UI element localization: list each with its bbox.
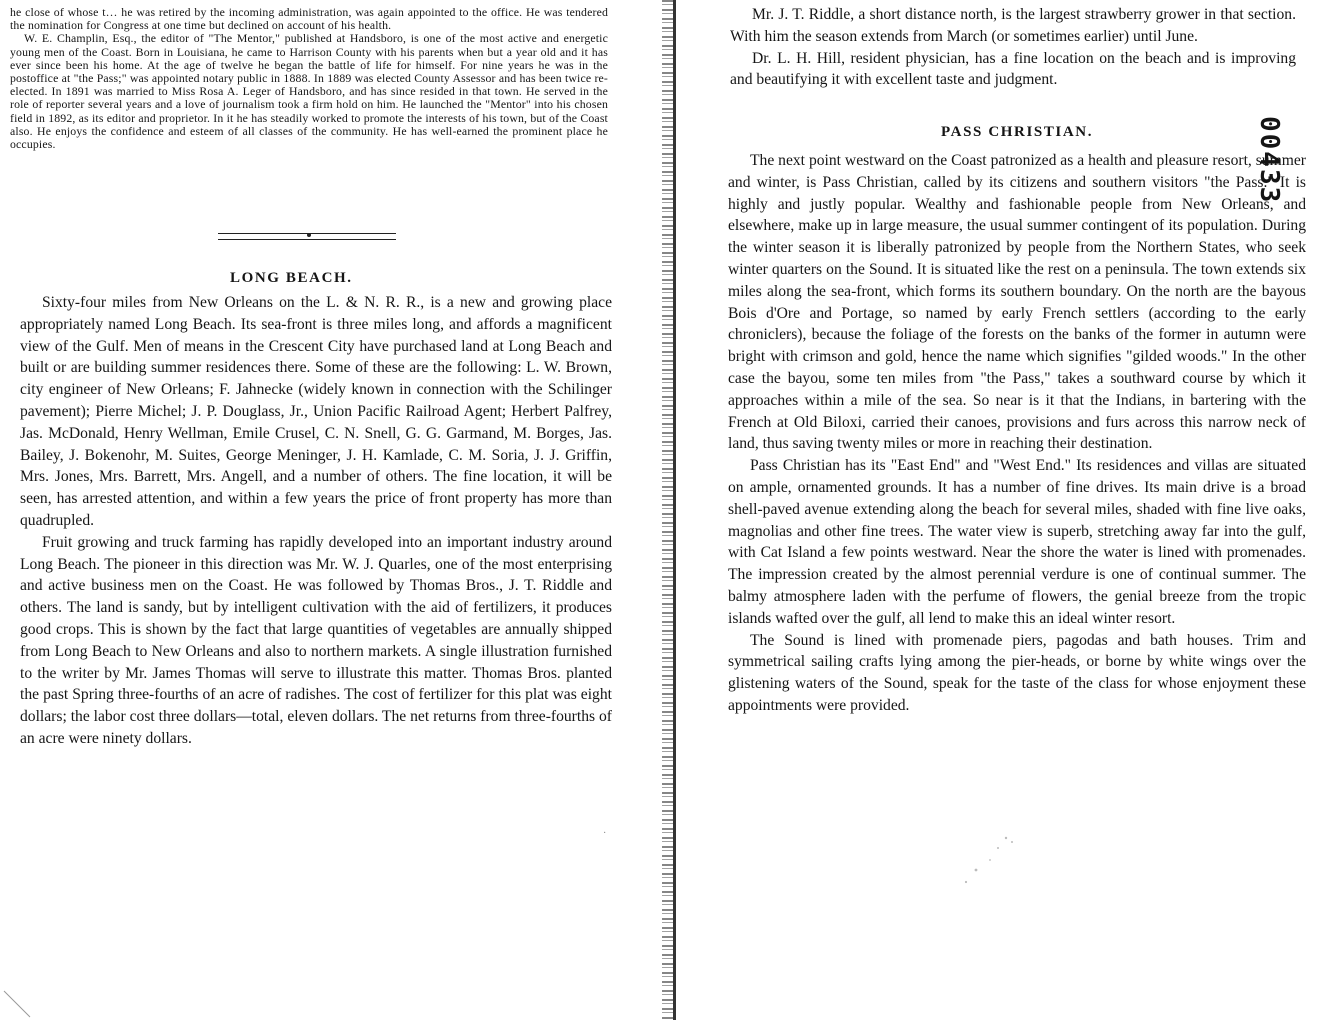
paragraph: W. E. Champlin, Esq., the editor of "The Mentor," published at Handsboro, is one of the most active and energetic young men of the Coast. Born in Louisiana, he came to Harrison County with his parents when but a year old and it has ever since been his home. At the age of twelve he began the battle of life for himself. For nine years he was in the postoffice at "the Pass;" was appointed notary public in 1888. In 1889 was elected County Assessor and has been twice re-elected. In 1891 was married to Miss Rosa A. Leger of Handsboro, and has since resided in that town. He served in the role of reporter several years and a love of journalism took a firm hold on him. He launched the "Mentor" into his chosen field in 1892, as its editor and proprietor. In it he has steadily worked to promote the interests of his town, but of the Coast also. He enjoys the confidence and esteem of all classes of the community. He has well-earned the prominent place he occupies. (10, 31, 608, 152)
paragraph: Fruit growing and truck farming has rapidly developed into an important industry around Long Beach. The pioneer in this direction was Mr. W. J. Quarles, one of the most enterprising and active business men on the Coast. He was followed by Thomas Bros., J. T. Riddle and others. The land is sandy, but by intelligent cultivation with the aid of fertilizers, it produces good crops. This is shown by the fact that large quantities of vegetables are annually shipped from Long Beach to New Orleans and also to northern markets. A single illustration furnished to the writer by Mr. James Thomas will serve to illustrate this matter. Thomas Bros. planted the past Spring three-fourths of an acre of radishes. The cost of fertilizer for this plat was eight dollars; the labor cost three dollars—total, eleven dollars. The net returns from three-fourths of an acre were ninety dollars. (20, 533, 612, 747)
scan-mark: · (603, 828, 607, 839)
scan-smudge (946, 830, 1036, 890)
section-heading: LONG BEACH. (230, 270, 353, 286)
section-heading: PASS CHRISTIAN. (941, 124, 1094, 140)
paragraph: Mr. J. T. Riddle, a short distance north, is the largest strawberry grower in that section. With him the season extends from March (or sometimes earlier) until June. (730, 6, 1296, 45)
paragraph: Sixty-four miles from New Orleans on the L. & N. R. R., is a new and growing place appropriately named Long Beach. Its sea-front is three miles long, and affords a magnificent view of the Gulf. Men of means in the Crescent City have purchased land at Long Beach and built or are building summer residences there. Some of these are the following: L. W. Brown, city engineer of New Orleans; F. Jahnecke (widely known in connection with the Schilinger pavement); Pierre Michel; J. P. Douglass, Jr., Union Pacific Railroad Agent; Herbert Palfrey, Jas. McDonald, Henry Wellman, Emile Crusel, C. N. Snell, G. G. Garmand, M. Borges, Jas. Bailey, J. Bokenohr, M. Suites, George Meninger, J. H. Kamlade, C. M. Soria, J. J. Griffin, Mrs. Jones, Mrs. Barrett, Mrs. Angell, and a number of others. The fine location, it will be seen, has arrested attention, and within a few years the price of front property has more than quadrupled. (20, 294, 612, 529)
paragraph: The Sound is lined with promenade piers, pagodas and bath houses. Trim and symmetrical sailing crafts lying among the pier-heads, or borne by white wings over the glistening waters of the Sound, speak for the taste of the class for whose enjoyment these appointments were provided. (728, 631, 1306, 714)
right-body-text (728, 150, 1306, 717)
paragraph: he close of whose t… he was retired by the incoming administration, was again appointed to the office. He was tendered the nomination for Congress at one time but declined on account of his health. (10, 5, 608, 33)
right-top-text (730, 4, 1296, 91)
left-body-text (20, 292, 612, 750)
paragraph: The next point westward on the Coast patronized as a health and pleasure resort, summer and winter, is Pass Christian, called by its citizens and southern visitors "the Pass." It is highly and justly popular. Wealthy and fashionable people from New Orleans, and elsewhere, make up in large measure, the usual summer contingent of its population. During the winter season it is liberally patronized by people from the Northern States, who seek winter quarters on the Sound. It is situated like the rest on a peninsula. The town extends six miles along the sea-front, which forms its southern boundary. On the north are the bayous Bois d'Ore and Portage, so named by early French settlers (according to the early chroniclers), because the foliage of the forests on the banks of the former in autumn were bright with crimson and gold, hence the name which signifies "gilded woods." In the other case the bayou, some ten miles from "the Pass," takes a southward course by which it approaches within a mile of the sea. So near is it that the Indians, in bartering with the French at Old Biloxi, carried their canoes, provisions and furs across this narrow neck of land, thus saving twenty miles or more in reaching their destination. (728, 152, 1306, 453)
scan-mark (0, 985, 40, 1020)
paragraph: Dr. L. H. Hill, resident physician, has a fine location on the beach and is improving and beautifying it with excellent taste and judgment. (730, 49, 1296, 89)
page-number-stamp: 00433 (1254, 116, 1284, 205)
paragraph: Pass Christian has its "East End" and "West End." Its residences and villas are situated on ample, ornamented grounds. It has a number of fine drives. Its main drive is a broad shell-paved avenue extending along the beach for several miles, shaded with fine live oaks, magnolias and other fine trees. The water view is superb, stretching away far into the gulf, with Cat Island a few points westward. Near the shore the water is lined with promenades. The impression created by the almost perennial verdure is one of continual summer. The balmy atmosphere laden with the perfume of flowers, the genial breeze from the tropic islands wafted over the gulf, all lend to make this an ideal winter resort. (728, 457, 1306, 627)
right-page (676, 0, 1320, 1020)
left-top-text (10, 6, 608, 151)
section-divider (218, 233, 396, 240)
